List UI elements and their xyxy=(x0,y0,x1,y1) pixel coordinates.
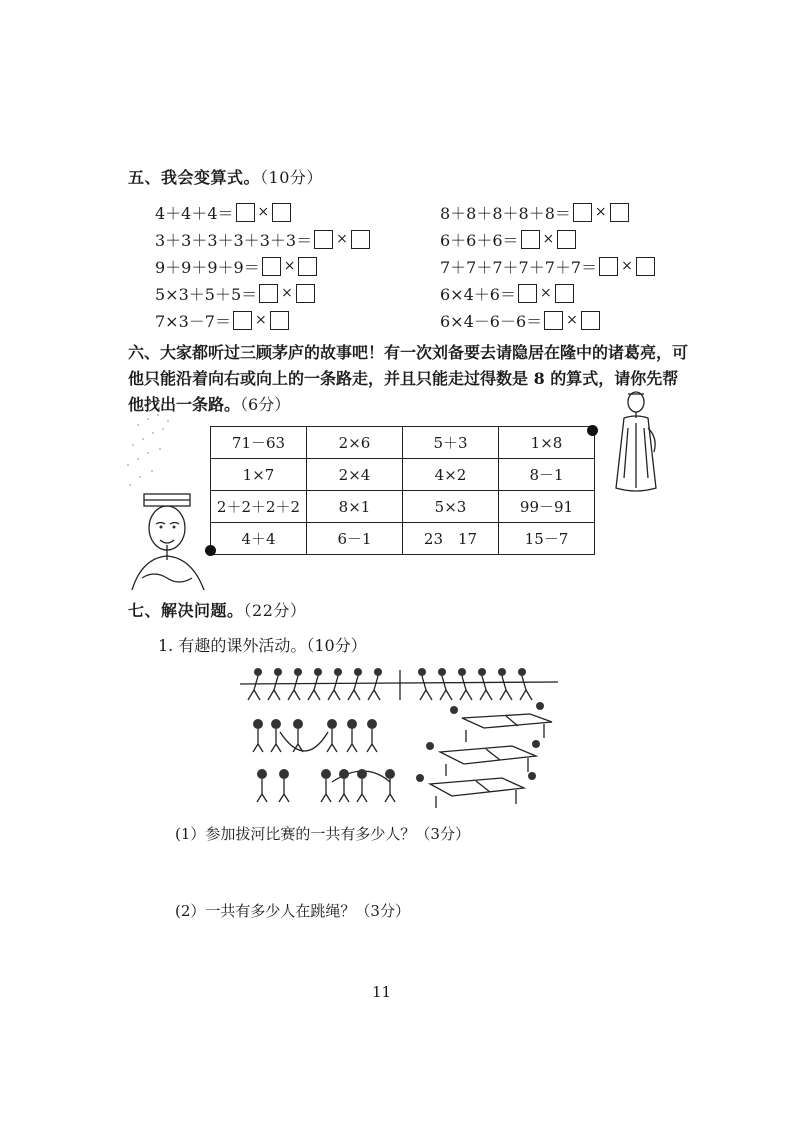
grid-cell[interactable]: 99－91 xyxy=(499,491,595,523)
grid-row xyxy=(211,459,595,491)
equation-row xyxy=(440,281,657,305)
answer-box[interactable] xyxy=(581,311,600,330)
equation-text: 6＋6＋6＝ xyxy=(440,230,519,250)
grid-row xyxy=(211,427,595,459)
end-point-dot xyxy=(587,425,598,436)
grid-row xyxy=(211,491,595,523)
zhuge-liang-illustration xyxy=(606,388,666,496)
times-sign: × xyxy=(283,258,296,274)
grid-row xyxy=(211,523,595,555)
times-sign: × xyxy=(254,312,267,328)
equation-row xyxy=(440,200,657,224)
times-sign: × xyxy=(281,285,293,301)
answer-box[interactable] xyxy=(636,257,655,276)
liu-bei-illustration xyxy=(122,490,222,595)
equation-text: 4＋4＋4＝ xyxy=(155,203,234,223)
answer-box[interactable] xyxy=(555,284,574,303)
times-sign: × xyxy=(621,258,633,274)
answer-box[interactable] xyxy=(296,284,315,303)
section7-title: 七、解决问题。 xyxy=(128,601,244,620)
section5-heading xyxy=(128,165,323,188)
answer-box[interactable] xyxy=(314,230,333,249)
section7-points: （22分） xyxy=(243,601,307,620)
section6-points: （6分） xyxy=(240,395,291,414)
section5-title: 五、我会变算式。 xyxy=(128,168,261,187)
answer-box[interactable] xyxy=(272,203,291,222)
section5-points: （10分） xyxy=(260,168,323,187)
tug-of-war-team-right xyxy=(418,668,532,700)
grid-cell[interactable]: 71－63 xyxy=(211,427,307,459)
answer-box[interactable] xyxy=(259,284,278,303)
equation-text: 8＋8＋8＋8＋8＝ xyxy=(440,203,571,223)
grid-cell[interactable]: 1×7 xyxy=(211,459,307,491)
section6-line2: 他只能沿着向右或向上的一条路走，并且只能走过得数是 8 的算式，请你先帮 xyxy=(128,369,679,388)
tug-rope xyxy=(240,682,558,684)
page-number: 11 xyxy=(372,983,392,1001)
grid-cell[interactable]: 5×3 xyxy=(403,491,499,523)
answer-box[interactable] xyxy=(573,203,592,222)
equation-text: 6×4＋6＝ xyxy=(440,284,516,304)
path-grid xyxy=(210,426,595,555)
jump-rope-group-top xyxy=(253,719,377,752)
section6-line3: 他找出一条路。 xyxy=(128,395,241,414)
grid-cell[interactable]: 2×6 xyxy=(307,427,403,459)
section5-left-column xyxy=(155,200,372,332)
grid-cell[interactable]: 4×2 xyxy=(403,459,499,491)
grid-cell[interactable]: 15－7 xyxy=(499,523,595,555)
answer-box[interactable] xyxy=(351,230,370,249)
grid-cell[interactable]: 8－1 xyxy=(499,459,595,491)
answer-box[interactable] xyxy=(233,311,252,330)
answer-box[interactable] xyxy=(521,230,540,249)
answer-box[interactable] xyxy=(262,257,281,276)
section7-heading xyxy=(128,598,306,621)
equation-row xyxy=(155,308,372,332)
answer-box[interactable] xyxy=(599,257,618,276)
equation-row xyxy=(155,281,372,305)
equation-row xyxy=(440,254,657,278)
jump-rope-group-bottom xyxy=(257,769,395,802)
question-1-2: (2）一共有多少人在跳绳？（3分） xyxy=(175,902,410,920)
ping-pong-tables xyxy=(416,702,552,808)
start-point-dot xyxy=(205,545,216,556)
answer-box[interactable] xyxy=(270,311,289,330)
times-sign: × xyxy=(594,204,607,220)
times-sign: × xyxy=(566,312,578,328)
grid-cell[interactable]: 5＋3 xyxy=(403,427,499,459)
grid-cell[interactable]: 23 17 xyxy=(403,523,499,555)
grid-cell[interactable]: 6－1 xyxy=(307,523,403,555)
answer-box[interactable] xyxy=(518,284,537,303)
equation-text: 5×3＋5＋5＝ xyxy=(155,284,258,304)
equation-text: 3＋3＋3＋3＋3＋3＝ xyxy=(155,230,313,250)
activities-illustration xyxy=(240,660,560,810)
equation-text: 7×3－7＝ xyxy=(155,311,231,331)
question-1-1: (1）参加拔河比赛的一共有多少人？（3分） xyxy=(175,825,470,843)
answer-box[interactable] xyxy=(236,203,255,222)
equation-row xyxy=(440,308,657,332)
equation-text: 9＋9＋9＋9＝ xyxy=(155,257,260,277)
grid-cell[interactable]: 4＋4 xyxy=(211,523,307,555)
answer-box[interactable] xyxy=(557,230,576,249)
path-grid-container xyxy=(210,426,595,555)
equation-text: 7＋7＋7＋7＋7＋7＝ xyxy=(440,257,598,277)
equation-row xyxy=(155,227,372,251)
answer-box[interactable] xyxy=(610,203,629,222)
equation-row xyxy=(440,227,657,251)
section6-line1: 六、大家都听过三顾茅庐的故事吧！有一次刘备要去请隐居在隆中的诸葛亮，可 xyxy=(128,343,689,362)
question-1-title: 1. 有趣的课外活动。（10分） xyxy=(158,636,367,655)
times-sign: × xyxy=(336,231,348,247)
times-sign: × xyxy=(257,204,270,220)
times-sign: × xyxy=(542,231,555,247)
grid-cell[interactable]: 2×4 xyxy=(307,459,403,491)
equation-text: 6×4－6－6＝ xyxy=(440,311,543,331)
section5-right-column xyxy=(440,200,657,332)
answer-box[interactable] xyxy=(298,257,317,276)
times-sign: × xyxy=(539,285,552,301)
grid-cell[interactable]: 8×1 xyxy=(307,491,403,523)
equation-row xyxy=(155,200,372,224)
equation-row xyxy=(155,254,372,278)
answer-box[interactable] xyxy=(544,311,563,330)
grid-cell[interactable]: 1×8 xyxy=(499,427,595,459)
grid-cell[interactable]: 2＋2＋2＋2 xyxy=(211,491,307,523)
